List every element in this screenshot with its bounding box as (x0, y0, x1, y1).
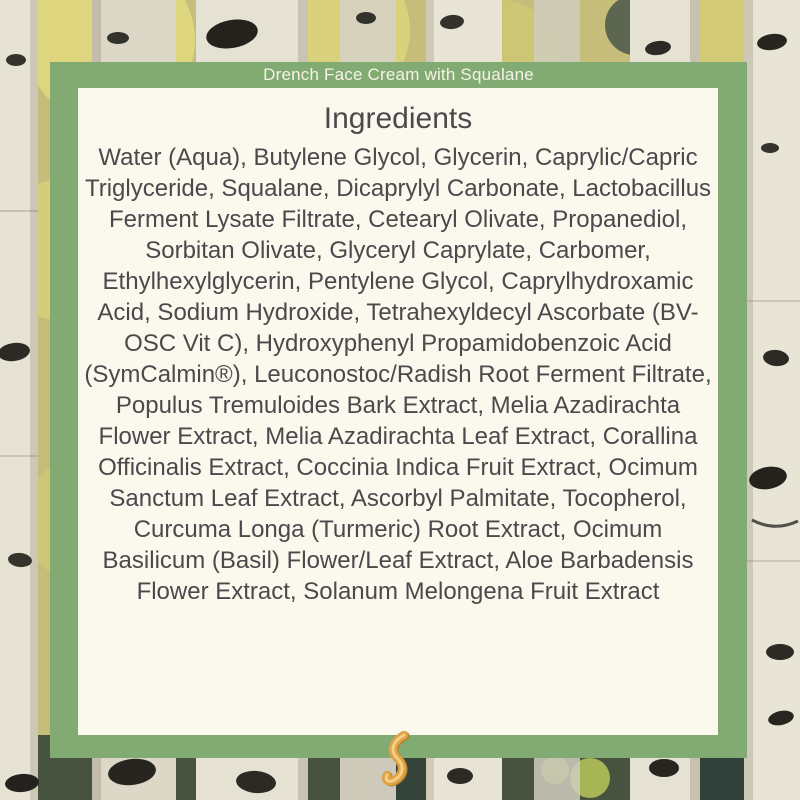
ingredients-card (78, 88, 718, 735)
brand-swirl-icon (377, 731, 417, 789)
product-title: Drench Face Cream with Squalane (263, 65, 534, 84)
green-border-panel (50, 62, 747, 758)
ingredients-heading: Ingredients (323, 102, 473, 135)
ingredients-text: Water (Aqua), Butylene Glycol, Glycerin, Caprylic/Capric Triglyceride, Squalane, Dicaprylyl Carbonate, Lactobacillus Ferment Lysate Filtrate, Cetearyl Olivate, Propanediol, Sorbitan Olivate, Glyceryl Caprylate, Carbomer, Ethylhexylglycerin, Pentylene Glycol, Caprylhydroxamic Acid, Sodium Hydroxide, Tetrahexyldecyl Ascorbate (BV-OSC Vit C), Hydroxyphenyl Propamidobenzoic Acid (SymCalmin®), Leuconostoc/Radish Root Ferment Filtrate, Populus Tremuloides Bark Extract, Melia Azadirachta Flower Extract, Melia Azadirachta Leaf Extract, Corallina Officinalis Extract, Coccinia Indica Fruit Extract, Ocimum Sanctum Leaf Extract, Ascorbyl Palmitate, Tocopherol, Curcuma Longa (Turmeric) Root Extract, Ocimum Basilicum (Basil) Flower/Leaf Extract, Aloe Barbadensis Flower Extract, Solanum Melongena Fruit Extract (84, 144, 712, 605)
